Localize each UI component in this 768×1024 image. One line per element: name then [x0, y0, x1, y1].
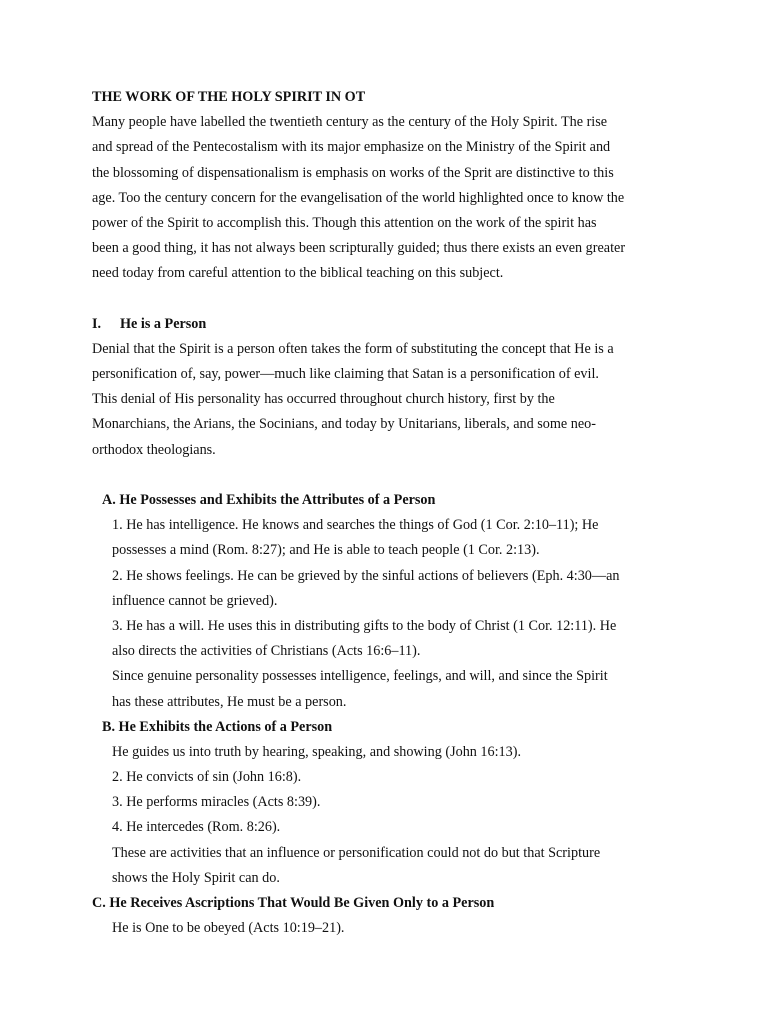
list-item: possesses a mind (Rom. 8:27); and He is able to teach people (1 Cor. 2:13).	[112, 542, 540, 559]
list-item: 3. He performs miracles (Acts 8:39).	[112, 794, 321, 811]
list-item: He guides us into truth by hearing, speaking, and showing (John 16:13).	[112, 743, 522, 760]
subsection-heading-c: C. He Receives Ascriptions That Would Be Given Only to a Person	[92, 895, 495, 911]
list-item: influence cannot be grieved).	[112, 592, 278, 609]
list-item: 2. He convicts of sin (John 16:8).	[112, 769, 302, 786]
subsection-heading-b: B. He Exhibits the Actions of a Person	[102, 718, 333, 735]
section-title: He is a Person	[120, 315, 207, 332]
list-item: 1. He has intelligence. He knows and searches the things of God (1 Cor. 2:10–11); He	[112, 517, 599, 534]
section-number: I.	[92, 315, 102, 332]
list-item: shows the Holy Spirit can do.	[112, 869, 280, 886]
text-line: age. Too the century concern for the evangelisation of the world highlighted once to know the	[92, 189, 625, 206]
list-item: These are activities that an influence or personification could not do but that Scripture	[112, 844, 601, 861]
section-heading	[92, 312, 692, 337]
text-line: Denial that the Spirit is a person often takes the form of substituting the concept that He is a	[92, 340, 614, 357]
text-line: power of the Spirit to accomplish this. Though this attention on the work of the spirit has	[92, 214, 597, 231]
list-item: 3. He has a will. He uses this in distributing gifts to the body of Christ (1 Cor. 12:11). He	[112, 617, 617, 634]
text-line: This denial of His personality has occurred throughout church history, first by the	[92, 391, 555, 408]
text-line: the blossoming of dispensationalism is emphasis on works of the Sprit are distinctive to this	[92, 164, 614, 181]
text-line: personification of, say, power—much like claiming that Satan is a personification of evil.	[92, 366, 599, 383]
list-item: 2. He shows feelings. He can be grieved by the sinful actions of believers (Eph. 4:30—an	[112, 567, 620, 584]
list-item: Since genuine personality possesses intelligence, feelings, and will, and since the Spirit	[112, 668, 608, 685]
text-line: Many people have labelled the twentieth century as the century of the Holy Spirit. The rise	[92, 114, 608, 131]
text-line: need today from careful attention to the biblical teaching on this subject.	[92, 265, 504, 282]
subsection-a-list	[92, 513, 692, 715]
section-paragraph	[92, 337, 692, 463]
document-title: THE WORK OF THE HOLY SPIRIT IN OT	[92, 89, 366, 105]
list-item: 4. He intercedes (Rom. 8:26).	[112, 819, 281, 836]
text-line: orthodox theologians.	[92, 441, 216, 458]
text-line: Monarchians, the Arians, the Socinians, and today by Unitarians, liberals, and some neo-	[92, 416, 596, 433]
list-item: He is One to be obeyed (Acts 10:19–21).	[112, 920, 345, 937]
list-item: also directs the activities of Christians (Acts 16:6–11).	[112, 643, 421, 660]
subsection-heading-a: A. He Possesses and Exhibits the Attributes of a Person	[102, 492, 436, 508]
subsection-b-list	[92, 740, 692, 891]
document-page	[92, 85, 692, 941]
intro-paragraph	[92, 110, 692, 286]
subsection-c-list	[92, 916, 692, 941]
list-item: has these attributes, He must be a person.	[112, 693, 347, 710]
text-line: and spread of the Pentecostalism with its major emphasize on the Ministry of the Spirit and	[92, 139, 611, 156]
text-line: been a good thing, it has not always been scripturally guided; thus there exists an even greater	[92, 240, 626, 257]
